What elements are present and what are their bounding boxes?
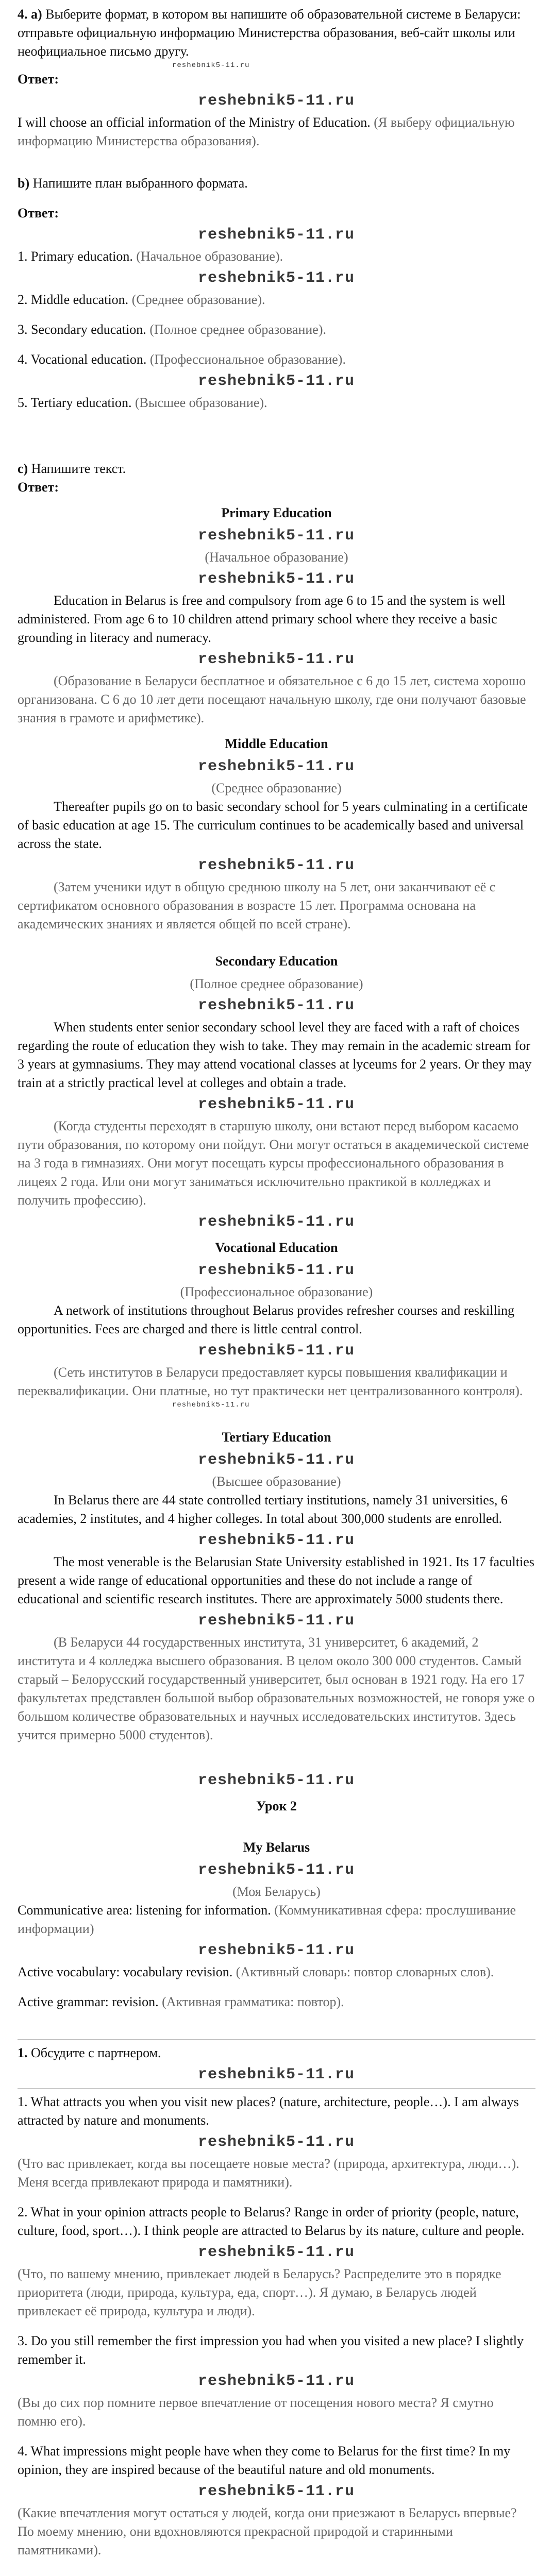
comm-area-en: Communicative area: listening for information. <box>18 1903 271 1918</box>
section-title-secondary-ru: (Полное среднее образование) <box>190 976 363 991</box>
section-title-secondary: Secondary Education <box>215 954 338 969</box>
watermark: reshebnik5-11.ru <box>198 1612 355 1630</box>
ex1-task <box>18 2044 535 2062</box>
section-tertiary-en-1: In Belarus there are 44 state controlled tertiary institutions, namely 31 universities, 6 academies, 2 institutes, and 4 higher colleges. In total about 300,000 students are enrolled. <box>18 1493 508 1526</box>
ex1-item-en: 4. What impressions might people have when they come to Belarus for the first time? In my opinion, they are inspired because of the beautiful nature and old monuments. <box>18 2444 511 2477</box>
plan-item-ru: (Среднее образование). <box>131 292 265 307</box>
ex4-a-answer-ru: (Я выберу официальную информацию Министерства образования). <box>18 115 515 148</box>
ex1-item-ru: (Что, по вашему мнению, привлекает людей в Беларусь? Распределите это в порядке приоритета (люди, природа, культура, еда, спорт…). Я думаю, в Беларусь людей привлекает её природа, культура и люди). <box>18 2266 501 2318</box>
plan-item <box>18 247 535 266</box>
comm-area-ru: (Коммуникативная сфера: прослушивание информации) <box>18 1903 516 1936</box>
watermark: reshebnik5-11.ru <box>198 2372 355 2390</box>
watermark: reshebnik5-11.ru <box>198 1096 355 1113</box>
plan-item-en: 5. Tertiary education. <box>18 395 132 410</box>
section-tertiary-ru: (В Беларуси 44 государственных института, 31 университет, 6 академий, 2 института и 4 колледжа высшего образования. В целом около 300 000 студентов. Самый старый – Белорусский государственный университет, был основан в 1921 году. На его 17 факультетах представлен большой выбор образовательных возможностей, не говоря уже о большом количестве образовательных и научных исследовательских институтов. Здесь учится примерно 5000 студентов). <box>18 1635 535 1742</box>
section-title-middle-ru: (Среднее образование) <box>211 781 342 795</box>
lesson-title: Урок 2 <box>256 1799 297 1814</box>
plan-item-ru: (Полное среднее образование). <box>149 322 326 337</box>
watermark: reshebnik5-11.ru <box>198 1262 355 1279</box>
ex1-item-ru: (Что вас привлекает, когда вы посещаете новые места? (природа, архитектура, люди…). Меня всегда привлекают природа и памятники). <box>18 2156 520 2190</box>
ex1-item-ru: (Вы до сих пор помните первое впечатление от посещения нового места? Я смутно помню его). <box>18 2395 494 2429</box>
comm-area <box>18 1901 535 1938</box>
section-title-tertiary: Tertiary Education <box>222 1430 331 1445</box>
watermark: reshebnik5-11.ru <box>198 1532 355 1549</box>
plan-item-en: 4. Vocational education. <box>18 352 147 367</box>
section-title-primary: Primary Education <box>221 505 332 520</box>
active-vocab-ru: (Активный словарь: повтор словарных слов). <box>236 1964 494 1979</box>
watermark: reshebnik5-11.ru <box>198 1213 355 1231</box>
watermark: reshebnik5-11.ru <box>198 1942 355 1959</box>
watermark: reshebnik5-11.ru <box>198 269 355 287</box>
ex4-c-task <box>18 460 535 478</box>
watermark: reshebnik5-11.ru <box>198 997 355 1014</box>
divider <box>18 2088 535 2089</box>
section-tertiary-en-2: The most venerable is the Belarusian State University established in 1921. Its 17 faculties present a wide range of educational opportunities and these do not include a range of educational and scientific research institutes. There are approximately 5000 students there. <box>18 1554 534 1606</box>
section-title-middle: Middle Education <box>225 736 328 751</box>
plan-item <box>18 350 535 369</box>
active-grammar-en: Active grammar: revision. <box>18 1994 159 2009</box>
watermark: reshebnik5-11.ru <box>198 1342 355 1360</box>
plan-item-en: 3. Secondary education. <box>18 322 146 337</box>
lesson-subtitle-ru: (Моя Беларусь) <box>232 1884 321 1899</box>
ex4-c-task-text: Напишите текст. <box>31 461 126 476</box>
ex4-c-label: c) <box>18 461 28 476</box>
ex1-item-en: 3. Do you still remember the first impression you had when you visited a new place? I slightly remember it. <box>18 2333 524 2367</box>
section-primary-ru: (Образование в Беларуси бесплатное и обязательное с 6 до 15 лет, система хорошо организована. С 6 до 10 лет дети посещают начальную школу, где они получают базовые знания в грамоте и арифметике). <box>18 673 526 725</box>
section-middle-ru: (Затем ученики идут в общую среднюю школу на 5 лет, они заканчивают её с сертификатом основного образования в возрасте 15 лет. Программа основана на академических знаниях и является общей по всей стране). <box>18 879 496 931</box>
watermark: reshebnik5-11.ru <box>198 570 355 588</box>
active-grammar <box>18 1993 535 2011</box>
watermark: reshebnik5-11.ru <box>198 1451 355 1469</box>
ex4-b-label: b) <box>18 176 30 191</box>
watermark: reshebnik5-11.ru <box>198 527 355 545</box>
ex4-a-task <box>18 5 535 61</box>
ex4-b-answer-label: Ответ: <box>18 206 59 221</box>
active-vocab-en: Active vocabulary: vocabulary revision. <box>18 1964 233 1979</box>
watermark: reshebnik5-11.ru <box>198 2133 355 2151</box>
watermark: reshebnik5-11.ru <box>198 758 355 775</box>
plan-item-ru: (Профессиональное образование). <box>149 352 346 367</box>
ex4-a-label: 4. a) <box>18 7 42 22</box>
plan-item <box>18 291 535 309</box>
watermark: reshebnik5-11.ru <box>198 2483 355 2500</box>
ex4-c-answer-label: Ответ: <box>18 480 59 495</box>
plan-item <box>18 394 535 412</box>
section-title-vocational-ru: (Профессиональное образование) <box>180 1284 373 1299</box>
ex1-task-text: Обсудите с партнером. <box>31 2045 161 2060</box>
active-vocab <box>18 1963 535 1981</box>
watermark: reshebnik5-11.ru <box>198 372 355 390</box>
ex1-label: 1. <box>18 2045 28 2060</box>
ex4-a-answer-en: I will choose an official information of the Ministry of Education. <box>18 115 371 130</box>
section-secondary-ru: (Когда студенты переходят в старшую школу, они встают перед выбором касаемо пути образования, по которому они пойдут. Они могут остаться в академической системе на 3 года в гимназиях. Они могут посещать курсы профессионального образования в лицеях 2 года. Или они могут заниматься исключительно практикой в колледжах и получить профессию). <box>18 1118 529 1208</box>
watermark: reshebnik5-11.ru <box>198 226 355 244</box>
ex4-a-answer <box>18 113 535 150</box>
active-grammar-ru: (Активная грамматика: повтор). <box>162 1994 344 2009</box>
section-title-tertiary-ru: (Высшее образование) <box>212 1474 341 1489</box>
watermark-small: reshebnik5-11.ru <box>172 61 250 70</box>
ex4-a-task-text: Выберите формат, в котором вы напишите об образовательной системе в Беларуси: отправьте официальную информацию Министерства образования, веб-сайт школы или неофициальное письмо другу. <box>18 7 521 59</box>
section-secondary-en: When students enter senior secondary school level they are faced with a raft of choices regarding the route of education they wish to take. They may remain in the academic stream for 3 years at gymnasiums. They may attend vocational classes at lyceums for 2 years. Or they may train at a strictly practical level at colleges and obtain a trade. <box>18 1020 532 1090</box>
plan-item-ru: (Начальное образование). <box>136 249 283 264</box>
ex4-b-task-text: Напишите план выбранного формата. <box>32 176 248 191</box>
section-vocational-ru: (Сеть институтов в Беларуси предоставляет курсы повышения квалификации и переквалификации. Они платные, но тут практически нет централизованного контроля). <box>18 1365 523 1398</box>
ex4-b-plan-list <box>18 247 535 412</box>
section-vocational-en: A network of institutions throughout Belarus provides refresher courses and reskilling opportunities. Fees are charged and there is little central control. <box>18 1303 514 1336</box>
watermark: reshebnik5-11.ru <box>198 651 355 668</box>
section-middle-en: Thereafter pupils go on to basic secondary school for 5 years culminating in a certificate of basic education at age 15. The curriculum continues to be academically based and universal across the state. <box>18 799 528 851</box>
plan-item-ru: (Высшее образование). <box>135 395 267 410</box>
plan-item-en: 1. Primary education. <box>18 249 133 264</box>
divider <box>18 2039 535 2040</box>
watermark: reshebnik5-11.ru <box>198 92 355 110</box>
watermark: reshebnik5-11.ru <box>198 2244 355 2261</box>
watermark: reshebnik5-11.ru <box>198 857 355 874</box>
plan-item-en: 2. Middle education. <box>18 292 129 307</box>
section-primary-en: Education in Belarus is free and compulsory from age 6 to 15 and the system is well administered. From age 6 to 10 children attend primary school where they receive a basic grounding in literacy and numeracy. <box>18 593 506 645</box>
watermark: reshebnik5-11.ru <box>198 2066 355 2083</box>
ex1-item-en: 2. What in your opinion attracts people to Belarus? Range in order of priority (people, nature, culture, food, sport…). I think people are attracted to Belarus by its nature, culture and people. <box>18 2205 525 2238</box>
plan-item <box>18 320 535 339</box>
ex4-b-task <box>18 174 535 193</box>
watermark: reshebnik5-11.ru <box>198 1861 355 1879</box>
ex1-item-ru: (Какие впечатления могут остаться у людей, когда они приезжают в Беларусь впервые? По моему мнению, они вдохновляются прекрасной природой и старинными памятниками). <box>18 2505 517 2557</box>
watermark: reshebnik5-11.ru <box>198 1772 355 1789</box>
ex1-item-en: 1. What attracts you when you visit new places? (nature, architecture, people…). I am always attracted by nature and monuments. <box>18 2094 519 2128</box>
lesson-subtitle: My Belarus <box>243 1840 310 1855</box>
section-title-primary-ru: (Начальное образование) <box>205 550 348 565</box>
watermark-small: reshebnik5-11.ru <box>172 1401 250 1409</box>
ex4-a-answer-label: Ответ: <box>18 72 59 87</box>
section-title-vocational: Vocational Education <box>215 1240 338 1255</box>
